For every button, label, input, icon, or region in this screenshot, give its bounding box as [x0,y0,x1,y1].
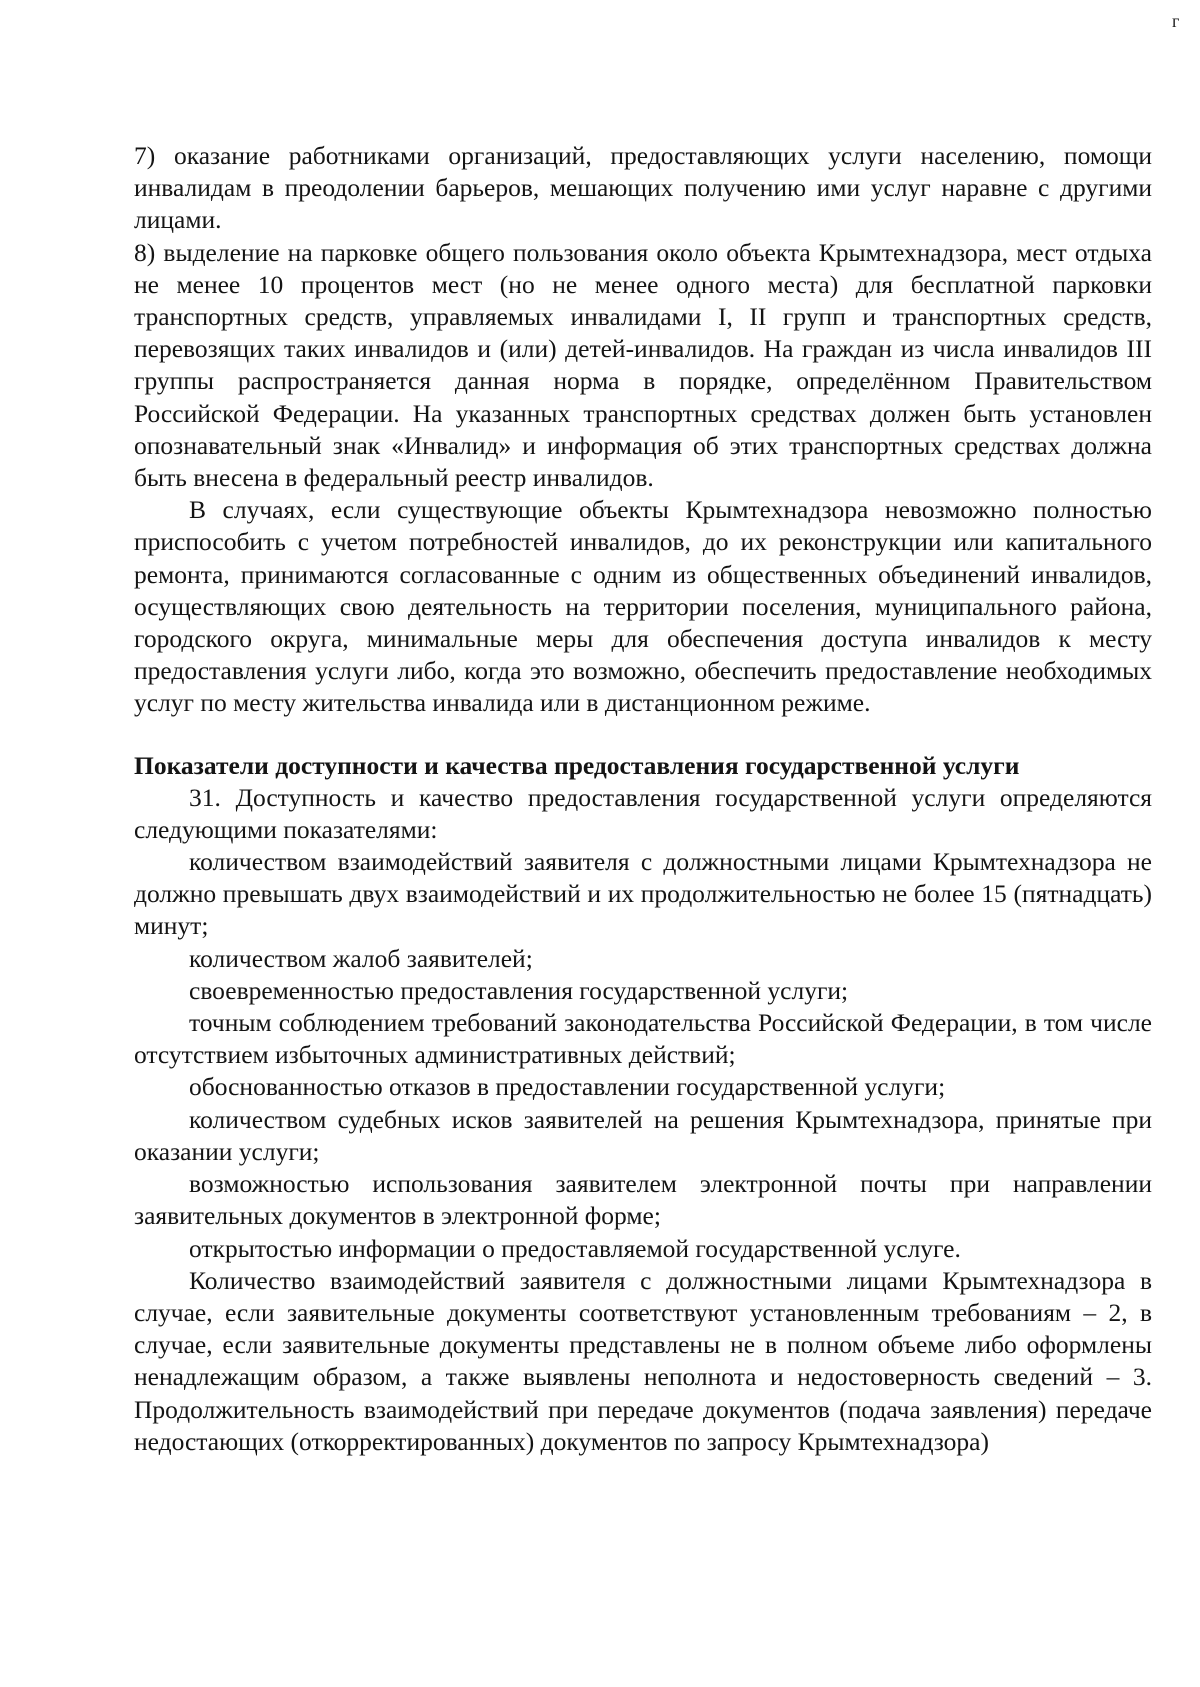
indicator-item: количеством судебных исков заявителей на решения Крымтехнадзора, принятые при оказании услуги; [134,1104,1152,1166]
paragraph-interaction-count: Количество взаимодействий заявителя с должностными лицами Крымтехнадзора в случае, если заявительные документы соответствуют установленным требованиям – 2, в случае, если заявительные документы представлены не в полном объеме либо оформлены ненадлежащим образом, а также выявлены неполнота и недостоверность сведений – 3. Продолжительность взаимодействий при передаче документов (подача заявления) передаче недостающих (откорректированных) документов по запросу Крымтехнадзора) [134,1265,1152,1456]
document-body [134,140,1152,1458]
paragraph-existing-objects: В случаях, если существующие объекты Крымтехнадзора невозможно полностью приспособить с учетом потребностей инвалидов, до их реконструкции или капитального ремонта, принимаются согласованные с одним из общественных объединений инвалидов, осуществляющих свою деятельность на территории поселения, муниципального района, городского округа, минимальные меры для обеспечения доступа инвалидов к месту предоставления услуги либо, когда это возможно, обеспечить предоставление необходимых услуг по месту жительства инвалида или в дистанционном режиме. [134,495,1152,718]
indicator-item: своевременностью предоставления государственной услуги; [189,975,849,1005]
paragraph-item-7: 7) оказание работниками организаций, предоставляющих услуги населению, помощи инвалидам в преодолении барьеров, мешающих получению ими услуг наравне с другими лицами. [134,141,1152,235]
paragraph-31: 31. Доступность и качество предоставления государственной услуги определяются следующими показателями: [134,782,1152,844]
indicator-item: обоснованностью отказов в предоставлении государственной услуги; [189,1072,946,1102]
indicator-item: открытостью информации о предоставляемой государственной услуге. [189,1233,961,1263]
paragraph-item-8: 8) выделение на парковке общего пользования около объекта Крымтехнадзора, мест отдыха не менее 10 процентов мест (но не менее одного места) для бесплатной парковки транспортных средств, управляемых инвалидами I, II групп и транспортных средств, перевозящих таких инвалидов и (или) детей-инвалидов. На граждан из числа инвалидов III группы распространяется данная норма в порядке, определённом Правительством Российской Федерации. На указанных транспортных средствах должен быть установлен опознавательный знак «Инвалид» и информация об этих транспортных средствах должна быть внесена в федеральный реестр инвалидов. [134,237,1152,493]
indicator-item: точным соблюдением требований законодательства Российской Федерации, в том числе отсутствием избыточных административных действий; [134,1008,1152,1070]
indicator-item: количеством жалоб заявителей; [189,943,533,973]
section-heading: Показатели доступности и качества предоставления государственной услуги [134,750,1020,780]
indicator-item: количеством взаимодействий заявителя с должностными лицами Крымтехнадзора не должно превышать двух взаимодействий и их продолжительностью не более 15 (пятнадцать) минут; [134,847,1152,941]
corner-mark: г [1172,11,1180,31]
indicator-item: возможностью использования заявителем электронной почты при направлении заявительных документов в электронной форме; [134,1169,1152,1231]
